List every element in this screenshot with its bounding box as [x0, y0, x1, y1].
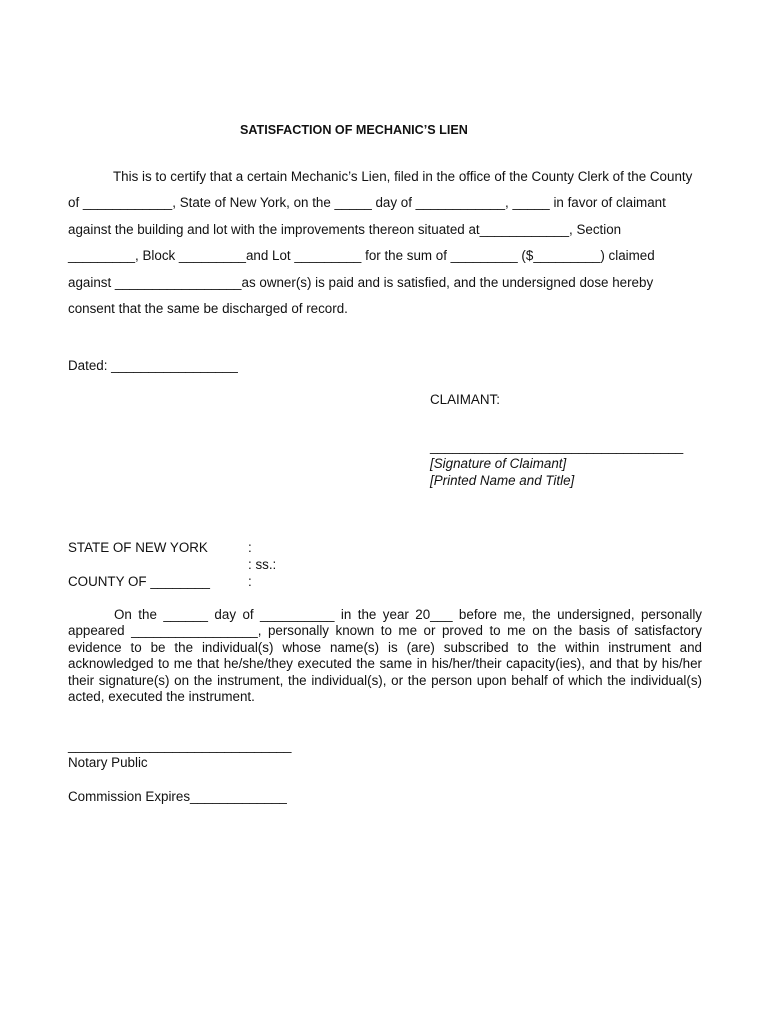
- notary-signature-line: ______________________________: [68, 738, 292, 753]
- acknowledgment-paragraph: On the ______ day of __________ in the year 20___ before me, the undersigned, personally appeared _________________, personally known to me or proved to me on the basis of satisfactory evidence to be the individual(s) whose name(s) is (are) subscribed to the within instrument and acknowledged to me that he/she/they executed the same in his/her/their capacity(ies), and that by his/her their signature(s) on the instrument, the individual(s), or the person upon behalf of which the individual(s) acted, executed the instrument.: [68, 607, 702, 705]
- document-title: SATISFACTION OF MECHANIC’S LIEN: [240, 123, 468, 137]
- claimant-signature-line: __________________________________: [430, 439, 684, 454]
- body-line-1: This is to certify that a certain Mechanic’s Lien, filed in the office of the County Clerk of the County: [113, 169, 693, 184]
- dated-field: Dated: _________________: [68, 358, 238, 373]
- body-line-2: of ____________, State of New York, on the _____ day of ____________, _____ in favor of claimant: [68, 195, 666, 210]
- venue-county: COUNTY OF ________: [68, 574, 210, 589]
- body-line-3: against the building and lot with the improvements thereon situated at____________, Section: [68, 222, 622, 237]
- claimant-printed-caption: [Printed Name and Title]: [430, 473, 575, 488]
- venue-colon-2: :: [248, 574, 252, 589]
- venue-state: STATE OF NEW YORK: [68, 540, 208, 555]
- claimant-label: CLAIMANT:: [430, 392, 500, 407]
- body-line-4: _________, Block _________and Lot _________ for the sum of _________ ($_________) claimed: [68, 248, 655, 263]
- notary-public-label: Notary Public: [68, 755, 148, 770]
- body-line-6: consent that the same be discharged of record.: [68, 301, 348, 316]
- claimant-signature-caption: [Signature of Claimant]: [430, 456, 567, 471]
- venue-ss: : ss.:: [248, 557, 277, 572]
- body-line-5: against _________________as owner(s) is paid and is satisfied, and the undersigned dose hereby: [68, 275, 654, 290]
- commission-expires-field: Commission Expires_____________: [68, 789, 287, 804]
- venue-colon-1: :: [248, 540, 252, 555]
